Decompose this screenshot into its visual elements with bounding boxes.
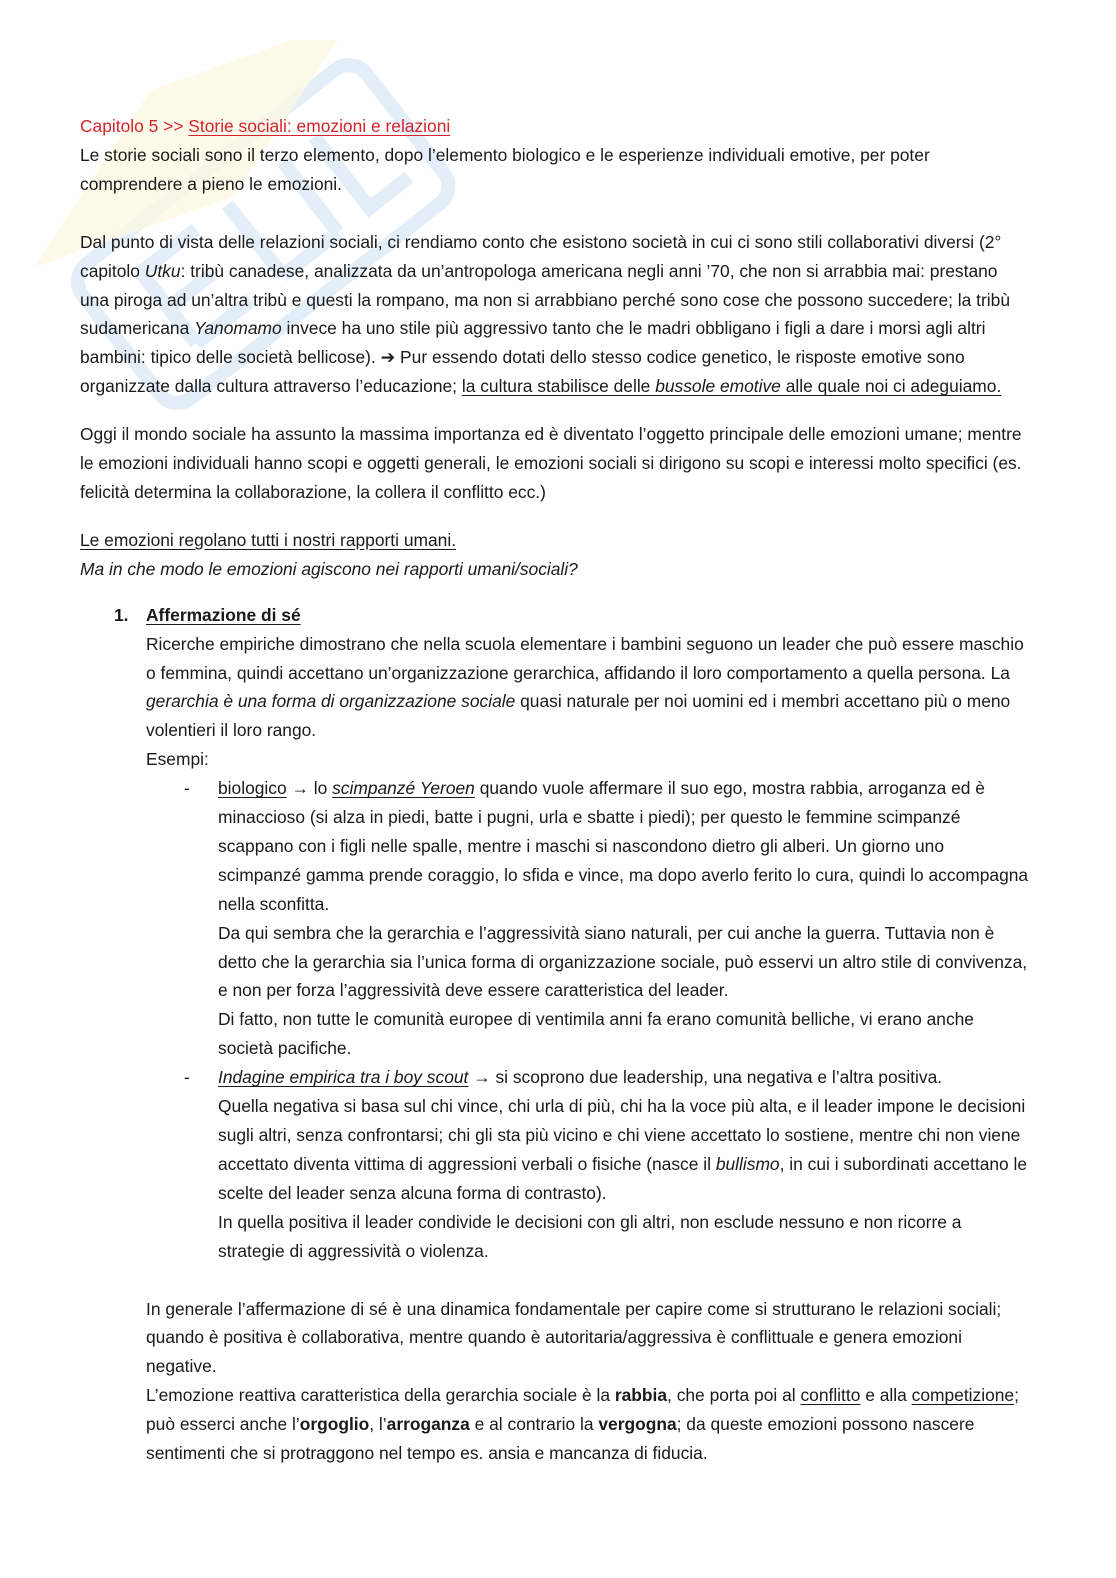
text-run: Pur essendo dotati dello stesso codice genetico, le risposte emotive sono organizzate dalla cultura attraverso l’educazione; bbox=[80, 347, 965, 397]
examples-label: Esempi: bbox=[146, 749, 209, 770]
text-run: ; può esserci anche l’ bbox=[146, 1385, 1019, 1435]
term-rabbia: rabbia bbox=[614, 1385, 668, 1406]
document-body bbox=[80, 112, 1030, 1468]
section-affermazione bbox=[80, 601, 1030, 1468]
text-run: alle quale noi ci adeguiamo. bbox=[780, 376, 1002, 397]
term-bullismo: bullismo bbox=[715, 1153, 780, 1174]
bullet-paragraph bbox=[218, 1092, 1030, 1208]
social-world-paragraph: Oggi il mondo sociale ha assunto la massima importanza ed è diventato l’oggetto principale delle emozioni umane; mentre le emozioni individuali hanno scopi e oggetti generali, le emozioni sociali si dirigono su scopi e interessi molto specifici (es. felicità determina la collaborazione, la collera il conflitto ecc.) bbox=[80, 424, 1022, 502]
cultural-styles-paragraph bbox=[80, 228, 1030, 401]
text-run: e al contrario la bbox=[469, 1414, 599, 1435]
text-run: invece ha uno stile più aggressivo tanto che le madri obbligano i figli a dare i morsi agli altri bambini: tipico delle società bellicose). bbox=[80, 318, 986, 368]
term-utku: Utku bbox=[144, 260, 181, 281]
section-heading bbox=[80, 601, 1030, 630]
text-run: si scoprono due leadership, una negativa e l’altra positiva. bbox=[490, 1067, 943, 1088]
section-number: 1. bbox=[114, 604, 129, 625]
arrow-icon: → bbox=[291, 778, 309, 799]
bullet-label: Indagine empirica tra i boy scout bbox=[218, 1067, 469, 1088]
term-orgoglio: orgoglio bbox=[299, 1414, 370, 1435]
bullet-paragraph: Da qui sembra che la gerarchia e l’aggressività siano naturali, per cui anche la guerra. Tuttavia non è detto che la gerarchia sia l’unica forma di organizzazione sociale, può esservi un altro stile di convivenza, e non per forza l’aggressività deve essere caratteristica del leader. bbox=[218, 922, 1028, 1001]
text-run: e alla bbox=[860, 1385, 912, 1406]
text-run: , in cui i subordinati accettano le scelte del leader senza alcuna forma di contrasto). bbox=[218, 1153, 1028, 1203]
bullet-label: biologico bbox=[218, 778, 287, 799]
bullet-dash: - bbox=[184, 1067, 190, 1088]
term-yeroen: scimpanzé Yeroen bbox=[332, 778, 475, 799]
emphasis-underlined bbox=[462, 376, 1001, 396]
bullet-text bbox=[218, 1063, 1030, 1092]
term-arroganza: arroganza bbox=[386, 1414, 470, 1435]
text-run: la cultura stabilisce delle bbox=[461, 376, 656, 397]
summary-paragraph: In generale l’affermazione di sé è una dinamica fondamentale per capire come si strutturano le relazioni sociali; quando è positiva è collaborativa, mentre quando è autoritaria/aggressiva è conflittuale e genera emozioni negative. bbox=[146, 1298, 1002, 1377]
intro-paragraph: Le storie sociali sono il terzo elemento, dopo l’elemento biologico e le esperienze individuali emotive, per poter comprendere a pieno le emozioni. bbox=[80, 144, 930, 194]
bullet-text bbox=[218, 774, 1030, 919]
chapter-title: Storie sociali: emozioni e relazioni bbox=[188, 116, 451, 136]
section-title: Affermazione di sé bbox=[146, 604, 301, 625]
text-run: ; da queste emozioni possono nascere sentimenti che si protraggono nel tempo es. ansia e mancanza di fiducia. bbox=[146, 1414, 975, 1464]
term-bussole-emotive: bussole emotive bbox=[655, 376, 781, 397]
text-run: lo bbox=[308, 778, 333, 799]
text-run: Ricerche empiriche dimostrano che nella scuola elementare i bambini seguono un leader che può essere maschio o femmina, quindi accettano un’organizzazione gerarchica, affidando il loro comportamento a quella persona. La bbox=[146, 633, 1024, 683]
arrow-icon: ➔ bbox=[380, 347, 396, 368]
list-item-boy-scout bbox=[80, 1063, 1030, 1265]
section-intro-paragraph bbox=[80, 630, 1030, 746]
question-line bbox=[80, 555, 1030, 584]
emotions-regulate-line: Le emozioni regolano tutti i nostri rapporti umani. bbox=[80, 529, 457, 550]
list-item-biologico bbox=[80, 774, 1030, 1063]
term-competizione: competizione bbox=[911, 1385, 1015, 1406]
text-run: , che porta poi al bbox=[667, 1385, 801, 1406]
term-vergogna: vergogna bbox=[598, 1414, 677, 1435]
final-paragraph bbox=[80, 1381, 1030, 1468]
text-run: L’emozione reattiva caratteristica della gerarchia sociale è la bbox=[146, 1385, 615, 1406]
text-run: , l’ bbox=[369, 1414, 387, 1435]
bullet-paragraph: Di fatto, non tutte le comunità europee di ventimila anni fa erano comunità belliche, vi erano anche società pacifiche. bbox=[218, 1009, 974, 1059]
chapter-prefix: Capitolo 5 >> bbox=[80, 116, 189, 136]
term-conflitto: conflitto bbox=[800, 1385, 861, 1406]
text-run: : tribù canadese, analizzata da un’antropologa americana negli anni ’70, che non si arrabbia mai: prestano una piroga ad un’altra tribù e questi la rompano, ma non si arrabbiano perché sono cose che possono succedere; la tribù sudamericana bbox=[80, 260, 1011, 339]
bullet-dash: - bbox=[184, 778, 190, 799]
text-run: Dal punto di vista delle relazioni sociali, ci rendiamo conto che esistono società in cui ci sono stili collaborativi diversi (2° capitolo bbox=[80, 231, 1002, 281]
text-run: Quella negativa si basa sul chi vince, chi urla di più, chi ha la voce più alta, e il leader impone le decisioni sugli altri, senza confrontarsi; chi gli sta più vicino e chi viene accettato lo sostiene, mentre chi non viene accettato diventa vittima di aggressioni verbali o fisiche (nasce il bbox=[218, 1096, 1026, 1174]
text-run: quando vuole affermare il suo ego, mostra rabbia, arroganza ed è minaccioso (si alza in piedi, batte i pugni, urla e sbatte i piedi); per questo le femmine scimpanzé scappano con i figli nelle spalle, mentre i maschi si nascondono dietro gli alberi. Un giorno uno scimpanzé gamma prende coraggio, lo sfida e vince, ma dopo averlo ferito lo cura, quindi lo accompagna nella sconfitta. bbox=[218, 778, 1029, 914]
text-run: quasi naturale per noi uomini ed i membri accettano più o meno volentieri il loro rango. bbox=[146, 691, 1011, 741]
chapter-heading bbox=[80, 112, 1030, 141]
term-yanomamo: Yanomamo bbox=[194, 318, 282, 339]
bullet-paragraph: In quella positiva il leader condivide le decisioni con gli altri, non esclude nessuno e non ricorre a strategie di aggressività o violenza. bbox=[218, 1211, 962, 1261]
term-gerarchia: gerarchia è una forma di organizzazione sociale bbox=[146, 691, 516, 712]
arrow-icon: → bbox=[473, 1067, 491, 1088]
question-text: Ma in che modo le emozioni agiscono nei rapporti umani/sociali? bbox=[80, 558, 578, 579]
